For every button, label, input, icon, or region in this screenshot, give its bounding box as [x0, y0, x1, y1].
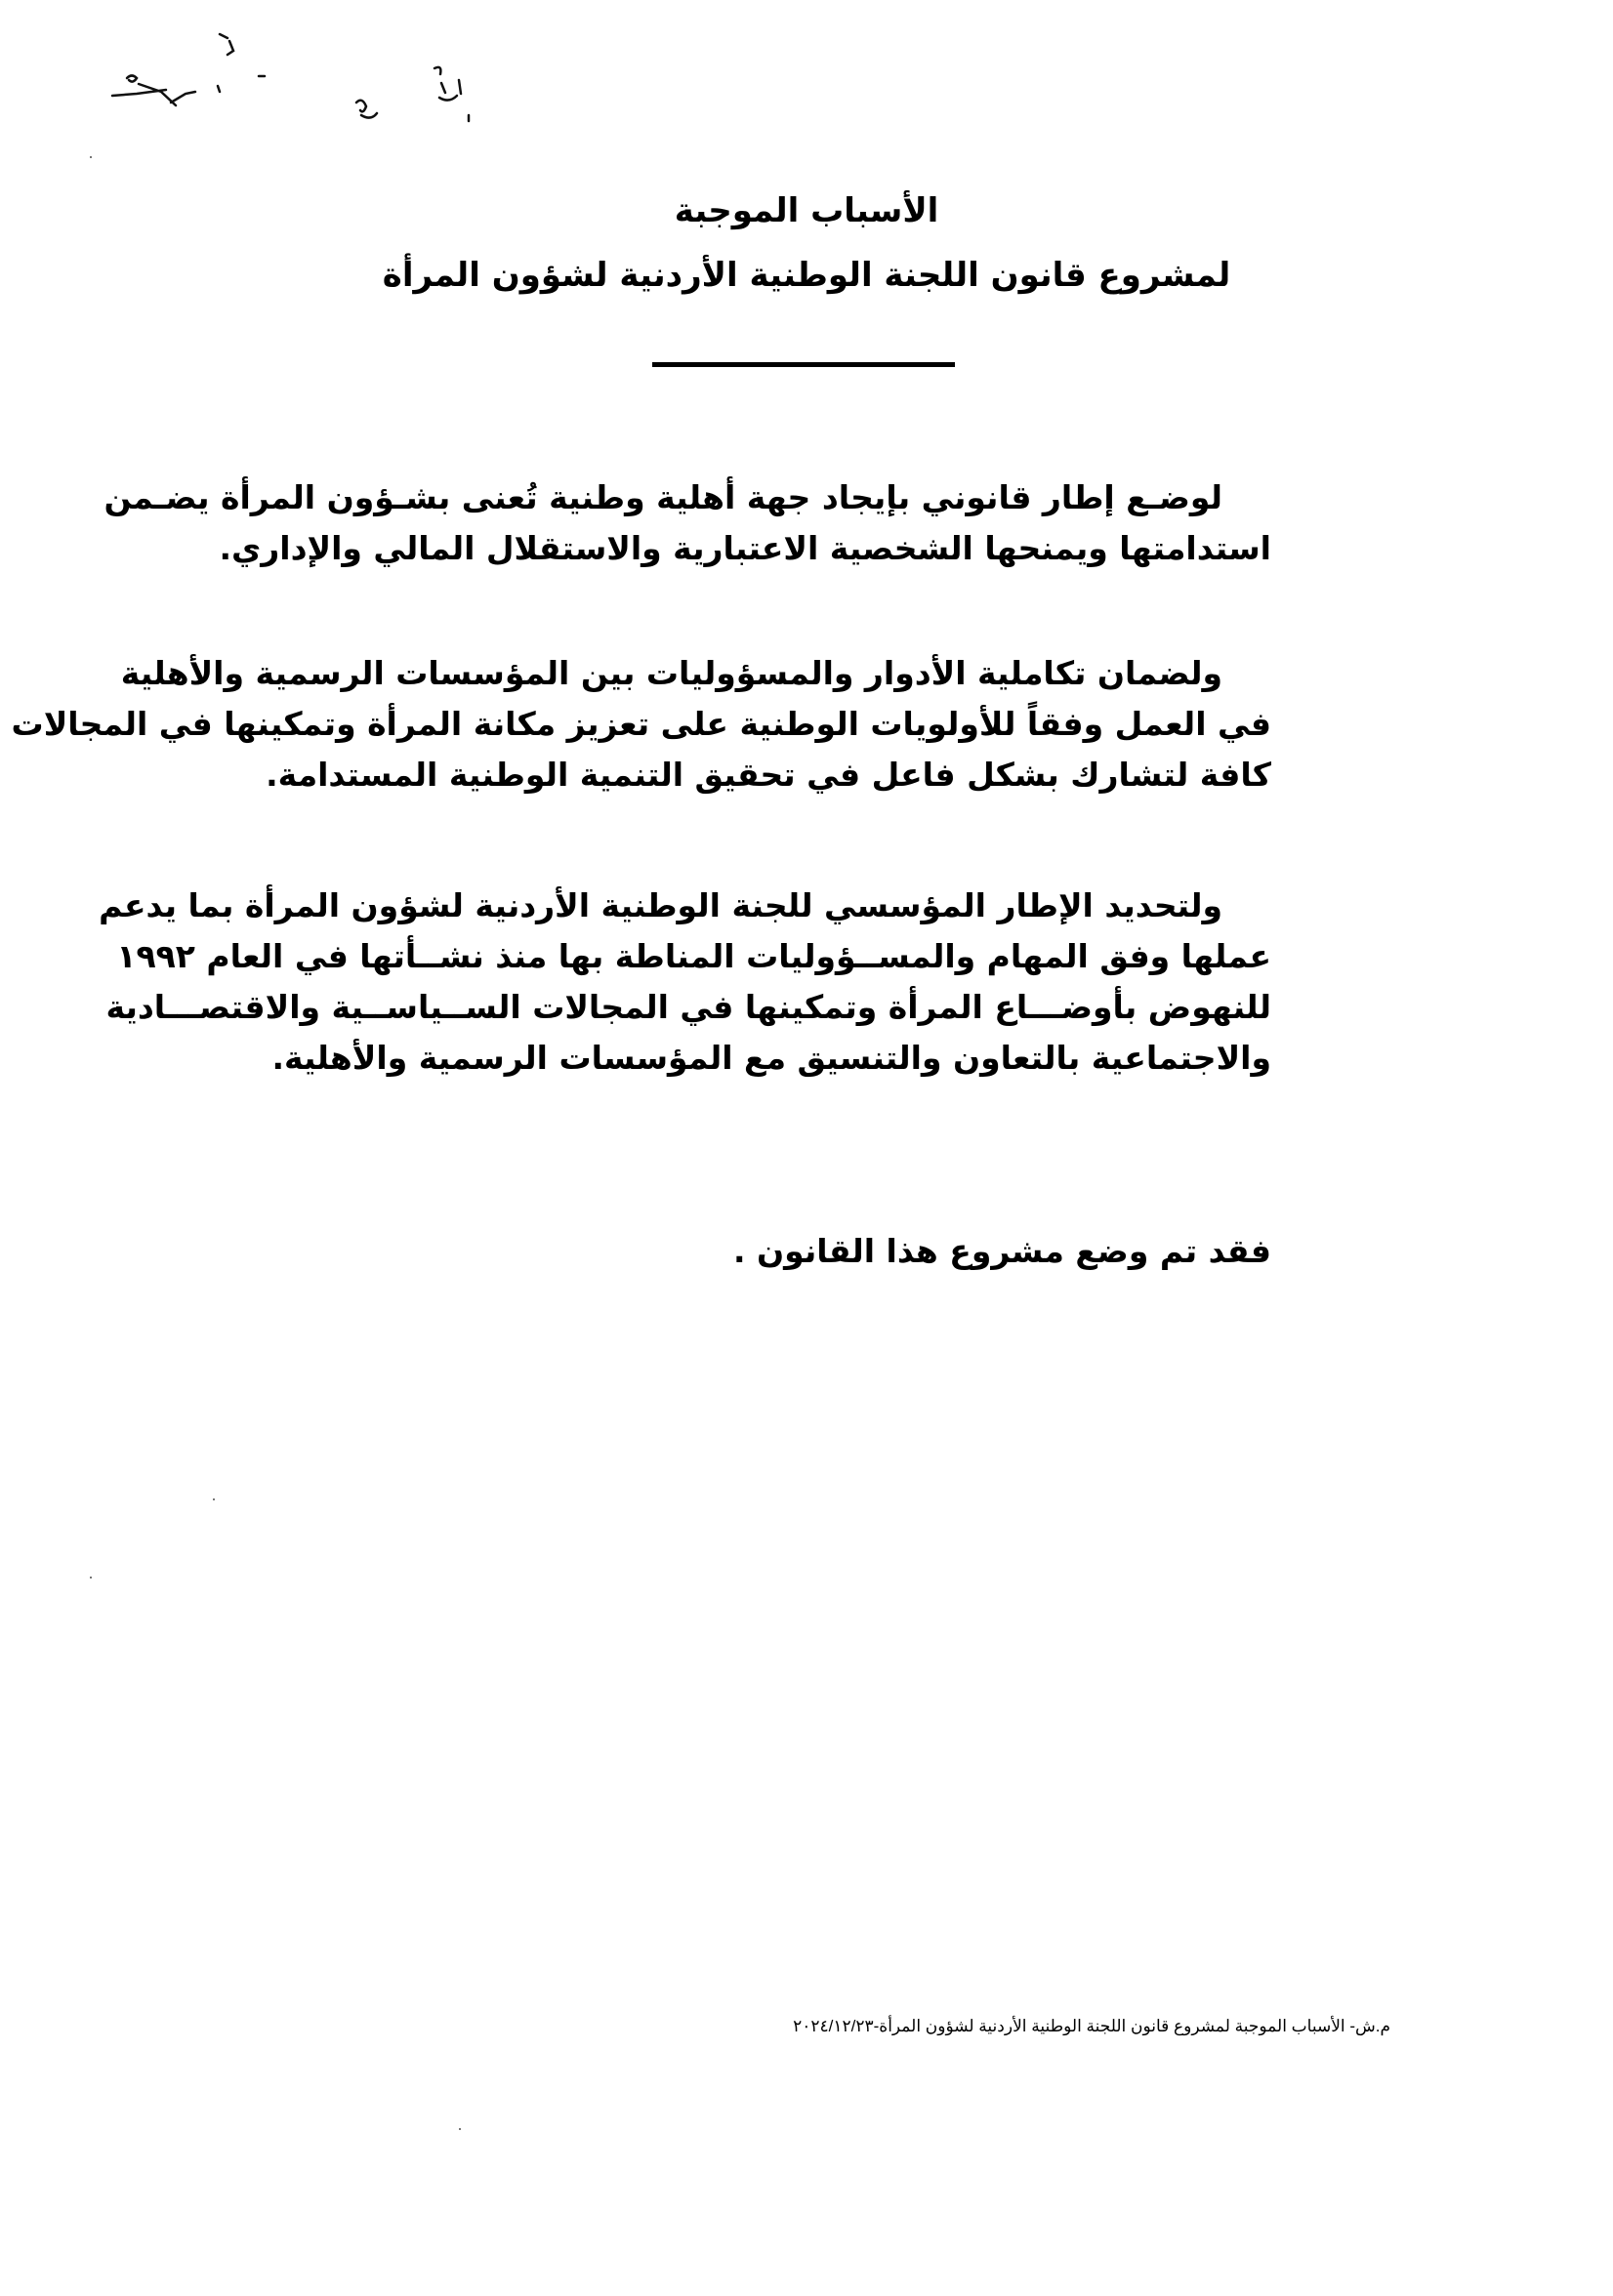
page-footer-reference: م.ش- الأسباب الموجبة لمشروع قانون اللجنة الوطنية الأردنية لشؤون المرأة-٢٠٢٤/١٢/٢٣ — [793, 2017, 1390, 2035]
paragraph-line: ولضمان تكاملية الأدوار والمسؤوليات بين المؤسسات الرسمية والأهلية — [120, 654, 1222, 692]
paragraph-1 — [103, 472, 1271, 574]
paragraph-3 — [99, 881, 1271, 1084]
scan-speck — [90, 1577, 92, 1578]
paragraph-line: عملها وفق المهام والمســؤوليات المناطة بها منذ نشــأتها في العام ١٩٩٢ — [116, 937, 1271, 975]
handwritten-annotation-marks — [78, 20, 517, 137]
conclusion-statement: فقد تم وضع مشروع هذا القانون . — [732, 1232, 1271, 1270]
paragraph-line: لوضـع إطار قانوني بإيجاد جهة أهلية وطنية تُعنى بشـؤون المرأة يضـمن — [103, 478, 1222, 516]
title-underline-divider — [652, 362, 955, 367]
paragraph-line: استدامتها ويمنحها الشخصية الاعتبارية والاستقلال المالي والإداري. — [219, 529, 1271, 567]
scan-speck — [213, 1498, 215, 1500]
paragraph-line: للنهوض بأوضـــاع المرأة وتمكينها في المجالات الســياســية والاقتصـــادية — [105, 988, 1271, 1026]
scan-speck — [90, 156, 92, 158]
scan-speck — [459, 2128, 461, 2130]
paragraph-line: ولتحديد الإطار المؤسسي للجنة الوطنية الأردنية لشؤون المرأة بما يدعم — [99, 886, 1222, 924]
document-subtitle: لمشروع قانون اللجنة الوطنية الأردنية لشؤون المرأة — [382, 256, 1231, 295]
document-title: الأسباب الموجبة — [674, 191, 939, 230]
paragraph-2 — [11, 648, 1271, 800]
paragraph-line: في العمل وفقاً للأولويات الوطنية على تعزيز مكانة المرأة وتمكينها في المجالات — [11, 705, 1271, 743]
paragraph-line: والاجتماعية بالتعاون والتنسيق مع المؤسسات الرسمية والأهلية. — [271, 1039, 1271, 1077]
paragraph-line: كافة لتشارك بشكل فاعل في تحقيق التنمية الوطنية المستدامة. — [266, 756, 1271, 794]
